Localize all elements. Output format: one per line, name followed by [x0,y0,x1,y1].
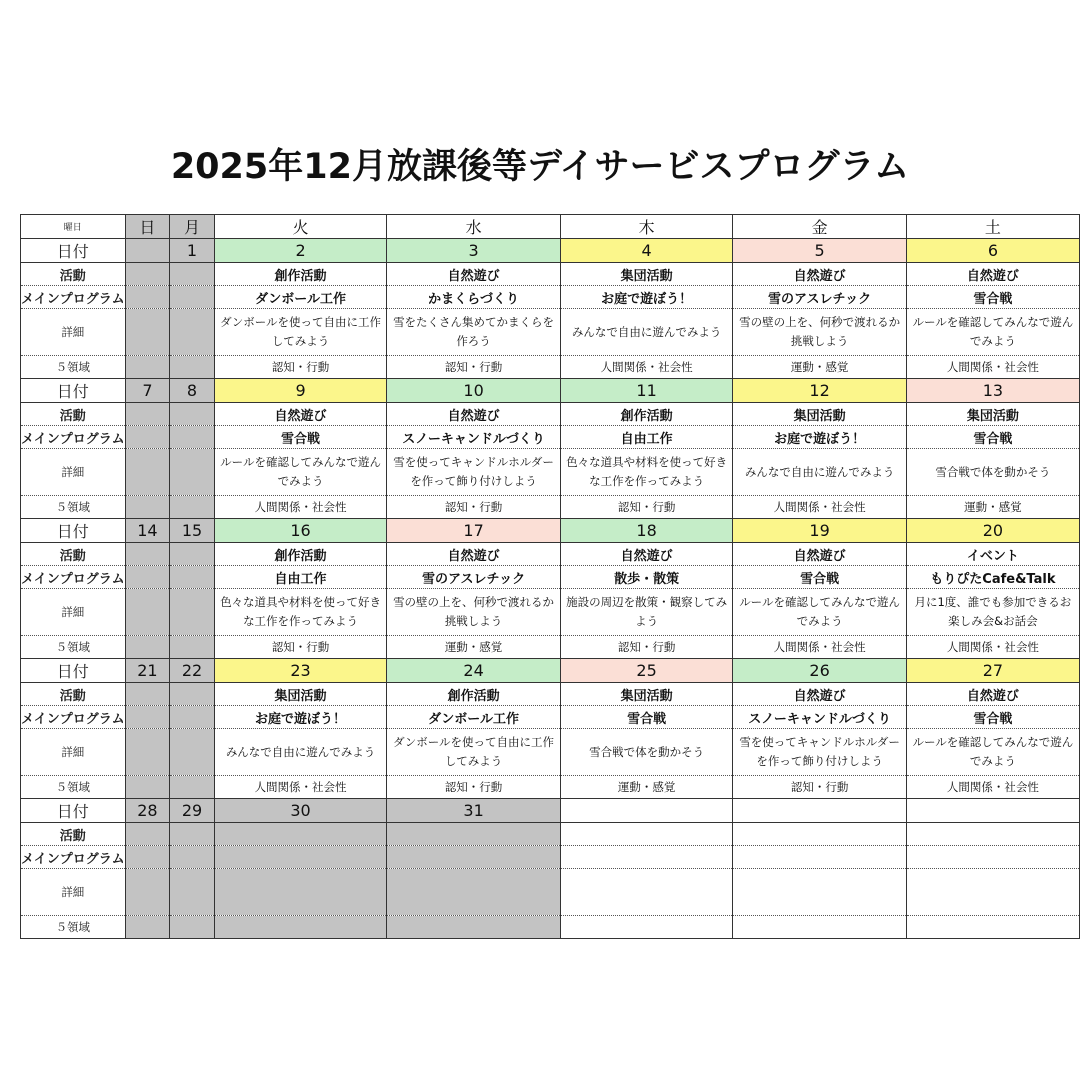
five-areas-cell: 認知・行動 [387,776,560,799]
closed-cell [170,356,215,379]
weekday-header: 水 [387,215,560,239]
detail-cell [560,869,733,916]
closed-cell [125,403,170,426]
row-label-five-areas: ５領域 [21,356,126,379]
row-label-five-areas: ５領域 [21,636,126,659]
five-areas-cell: 認知・行動 [733,776,906,799]
detail-cell [560,729,733,776]
date-cell [906,799,1079,823]
weekday-header: 金 [733,215,906,239]
date-cell: 2 [214,239,387,263]
closed-cell [170,309,215,356]
activity-cell: 自然遊び [906,683,1079,706]
detail-cell [387,309,560,356]
sunday-date: 7 [125,379,170,403]
activity-cell: 創作活動 [387,683,560,706]
activity-cell: 創作活動 [214,543,387,566]
detail-text: ダンボールを使って自由に工作してみよう [393,735,555,768]
date-cell: 9 [214,379,387,403]
row-label-five-areas: ５領域 [21,916,126,939]
closed-cell [125,823,170,846]
closed-cell [125,869,170,916]
main-program-cell [733,846,906,869]
detail-cell [560,589,733,636]
detail-text: 雪合戦で体を動かそう [589,744,705,759]
activity-cell [906,823,1079,846]
program-calendar [20,214,1080,939]
five-areas-cell: 人間関係・社会性 [906,356,1079,379]
main-program-cell [906,846,1079,869]
five-areas-cell [906,916,1079,939]
detail-cell [733,309,906,356]
closed-cell [170,776,215,799]
week-5-main-program-row [21,846,1080,869]
closed-cell [125,706,170,729]
detail-text: 雪をたくさん集めてかまくらを作ろう [393,315,555,348]
main-program-cell: 自由工作 [214,566,387,589]
date-cell: 12 [733,379,906,403]
closed-cell [125,916,170,939]
row-label-date: 日付 [21,799,126,823]
row-label-detail: 詳細 [21,589,126,636]
detail-cell [560,309,733,356]
row-label-activity: 活動 [21,683,126,706]
closed-cell [125,683,170,706]
five-areas-cell [214,916,387,939]
sunday-date: 28 [125,799,170,823]
detail-cell [560,449,733,496]
monday-date: 8 [170,379,215,403]
page-title: 2025年12月放課後等デイサービスプログラム [170,147,910,187]
closed-cell [170,426,215,449]
activity-cell: 集団活動 [906,403,1079,426]
main-program-cell: スノーキャンドルづくり [387,426,560,449]
row-label-main-program: メインプログラム [21,566,126,589]
main-program-cell: もりぴたCafe&Talk [906,566,1079,589]
closed-cell [125,356,170,379]
row-label-main-program: メインプログラム [21,706,126,729]
week-4-main-program-row [21,706,1080,729]
date-cell: 18 [560,519,733,543]
sunday-date: 14 [125,519,170,543]
main-program-cell: 散歩・散策 [560,566,733,589]
weekday-header: 火 [214,215,387,239]
detail-cell [214,449,387,496]
date-cell: 4 [560,239,733,263]
row-label-main-program: メインプログラム [21,286,126,309]
main-program-cell: お庭で遊ぼう！ [560,286,733,309]
closed-cell [170,636,215,659]
activity-cell: 集団活動 [560,683,733,706]
main-program-cell: かまくらづくり [387,286,560,309]
row-label-main-program: メインプログラム [21,846,126,869]
date-cell: 31 [387,799,560,823]
row-label-activity: 活動 [21,403,126,426]
closed-cell [125,729,170,776]
five-areas-cell: 人間関係・社会性 [906,636,1079,659]
closed-cell [125,449,170,496]
sunday-date [125,239,170,263]
row-label-activity: 活動 [21,543,126,566]
main-program-cell [560,846,733,869]
closed-cell [170,589,215,636]
closed-cell [125,543,170,566]
row-label-detail: 詳細 [21,449,126,496]
week-5-activity-row [21,823,1080,846]
weekday-header-row [21,215,1080,239]
detail-text: ダンボールを使って自由に工作してみよう [220,315,381,348]
monday-date: 15 [170,519,215,543]
monday-date: 29 [170,799,215,823]
weekday-header: 木 [560,215,733,239]
week-2-activity-row [21,403,1080,426]
main-program-cell: 雪合戦 [214,426,387,449]
detail-text: ルールを確認してみんなで遊んでみよう [912,315,1074,348]
row-label-detail: 詳細 [21,869,126,916]
row-label-date: 日付 [21,379,126,403]
closed-cell [125,846,170,869]
closed-cell [125,286,170,309]
row-label-detail: 詳細 [21,309,126,356]
date-cell [733,799,906,823]
detail-text: ルールを確認してみんなで遊んでみよう [220,455,381,488]
five-areas-cell [733,916,906,939]
week-1-date-row [21,239,1080,263]
date-cell: 3 [387,239,560,263]
activity-cell: 自然遊び [387,263,560,286]
date-cell: 27 [906,659,1079,683]
activity-cell: 創作活動 [560,403,733,426]
closed-cell [125,309,170,356]
row-label-date: 日付 [21,519,126,543]
main-program-cell: 雪合戦 [560,706,733,729]
detail-cell [733,729,906,776]
detail-cell [387,449,560,496]
date-cell: 10 [387,379,560,403]
week-4-detail-row [21,729,1080,776]
weekday-header: 土 [906,215,1079,239]
activity-cell: 自然遊び [733,683,906,706]
main-program-cell: 雪合戦 [906,426,1079,449]
date-cell: 19 [733,519,906,543]
week-2-detail-row [21,449,1080,496]
date-cell: 5 [733,239,906,263]
activity-cell: 自然遊び [733,263,906,286]
week-1-five-areas-row [21,356,1080,379]
date-cell: 30 [214,799,387,823]
detail-cell [387,729,560,776]
monday-date: 1 [170,239,215,263]
detail-cell [906,869,1079,916]
main-program-cell: お庭で遊ぼう！ [214,706,387,729]
five-areas-cell: 運動・感覚 [733,356,906,379]
row-label-weekday: 曜日 [21,215,126,239]
week-4-five-areas-row [21,776,1080,799]
week-4-date-row [21,659,1080,683]
week-5-date-row [21,799,1080,823]
week-3-activity-row [21,543,1080,566]
five-areas-cell: 人間関係・社会性 [733,496,906,519]
activity-cell: 創作活動 [214,263,387,286]
five-areas-cell: 認知・行動 [387,356,560,379]
closed-cell [170,566,215,589]
closed-cell [170,543,215,566]
main-program-cell: 自由工作 [560,426,733,449]
detail-cell [733,869,906,916]
row-label-five-areas: ５領域 [21,776,126,799]
activity-cell: 自然遊び [387,403,560,426]
closed-cell [170,869,215,916]
five-areas-cell [560,916,733,939]
detail-cell [214,869,387,916]
week-5-five-areas-row [21,916,1080,939]
detail-cell [906,729,1079,776]
date-cell: 24 [387,659,560,683]
date-cell [560,799,733,823]
week-4-activity-row [21,683,1080,706]
main-program-cell: ダンボール工作 [387,706,560,729]
five-areas-cell: 認知・行動 [560,496,733,519]
date-cell: 11 [560,379,733,403]
closed-cell [125,426,170,449]
closed-cell [125,263,170,286]
row-label-date: 日付 [21,239,126,263]
closed-cell [170,683,215,706]
week-5-detail-row [21,869,1080,916]
detail-cell [906,589,1079,636]
activity-cell: 自然遊び [387,543,560,566]
week-1-detail-row [21,309,1080,356]
date-cell: 13 [906,379,1079,403]
detail-cell [214,589,387,636]
date-cell: 6 [906,239,1079,263]
week-1-activity-row [21,263,1080,286]
detail-text: ルールを確認してみんなで遊んでみよう [739,595,900,628]
detail-text: 雪合戦で体を動かそう [935,464,1051,479]
activity-cell [387,823,560,846]
activity-cell: イベント [906,543,1079,566]
closed-cell [170,706,215,729]
main-program-cell [214,846,387,869]
five-areas-cell: 運動・感覚 [387,636,560,659]
closed-cell [170,729,215,776]
main-program-cell: お庭で遊ぼう！ [733,426,906,449]
detail-text: 施設の周辺を散策・観察してみよう [566,595,728,628]
main-program-cell: 雪合戦 [906,706,1079,729]
detail-text: みんなで自由に遊んでみよう [571,324,722,339]
activity-cell: 集団活動 [214,683,387,706]
closed-cell [125,496,170,519]
closed-cell [125,636,170,659]
five-areas-cell: 人間関係・社会性 [733,636,906,659]
week-3-detail-row [21,589,1080,636]
activity-cell: 自然遊び [733,543,906,566]
detail-cell [733,589,906,636]
detail-cell [733,449,906,496]
closed-cell [125,589,170,636]
detail-text: 雪の壁の上を、何秒で渡れるか挑戦しよう [739,315,901,348]
closed-cell [170,916,215,939]
closed-cell [125,566,170,589]
date-cell: 20 [906,519,1079,543]
five-areas-cell: 認知・行動 [560,636,733,659]
closed-cell [170,449,215,496]
detail-text: みんなで自由に遊んでみよう [225,744,376,759]
closed-cell [170,846,215,869]
detail-cell [214,309,387,356]
date-cell: 25 [560,659,733,683]
date-cell: 16 [214,519,387,543]
activity-cell: 自然遊び [560,543,733,566]
main-program-cell: スノーキャンドルづくり [733,706,906,729]
activity-cell [214,823,387,846]
main-program-cell: 雪合戦 [906,286,1079,309]
week-2-five-areas-row [21,496,1080,519]
five-areas-cell: 人間関係・社会性 [214,496,387,519]
five-areas-cell [387,916,560,939]
detail-cell [906,309,1079,356]
activity-cell [733,823,906,846]
activity-cell: 自然遊び [214,403,387,426]
closed-cell [170,496,215,519]
week-3-five-areas-row [21,636,1080,659]
activity-cell [560,823,733,846]
weekday-header: 日 [125,215,170,239]
week-3-date-row [21,519,1080,543]
row-label-five-areas: ５領域 [21,496,126,519]
row-label-activity: 活動 [21,823,126,846]
closed-cell [170,823,215,846]
main-program-cell: 雪のアスレチック [387,566,560,589]
week-1-main-program-row [21,286,1080,309]
date-cell: 23 [214,659,387,683]
five-areas-cell: 人間関係・社会性 [214,776,387,799]
row-label-main-program: メインプログラム [21,426,126,449]
closed-cell [170,286,215,309]
activity-cell: 自然遊び [906,263,1079,286]
week-2-main-program-row [21,426,1080,449]
activity-cell: 集団活動 [560,263,733,286]
detail-cell [387,869,560,916]
row-label-detail: 詳細 [21,729,126,776]
sunday-date: 21 [125,659,170,683]
detail-text: みんなで自由に遊んでみよう [744,464,895,479]
week-3-main-program-row [21,566,1080,589]
detail-text: 色々な道具や材料を使って好きな工作を作ってみよう [220,595,382,628]
row-label-activity: 活動 [21,263,126,286]
main-program-cell: ダンボール工作 [214,286,387,309]
detail-text: 雪の壁の上を、何秒で渡れるか挑戦しよう [393,595,555,628]
five-areas-cell: 運動・感覚 [906,496,1079,519]
closed-cell [125,776,170,799]
detail-text: 雪を使ってキャンドルホルダーを作って飾り付けしよう [739,735,900,768]
monday-date: 22 [170,659,215,683]
date-cell: 17 [387,519,560,543]
five-areas-cell: 人間関係・社会性 [906,776,1079,799]
detail-cell [906,449,1079,496]
five-areas-cell: 認知・行動 [214,636,387,659]
main-program-cell: 雪合戦 [733,566,906,589]
week-2-date-row [21,379,1080,403]
date-cell: 26 [733,659,906,683]
detail-text: 色々な道具や材料を使って好きな工作を作ってみよう [566,455,728,488]
main-program-cell: 雪のアスレチック [733,286,906,309]
closed-cell [170,403,215,426]
detail-cell [387,589,560,636]
detail-text: 雪を使ってキャンドルホルダーを作って飾り付けしよう [393,455,554,488]
closed-cell [170,263,215,286]
activity-cell: 集団活動 [733,403,906,426]
five-areas-cell: 認知・行動 [214,356,387,379]
row-label-date: 日付 [21,659,126,683]
detail-text: ルールを確認してみんなで遊んでみよう [912,735,1074,768]
weekday-header: 月 [170,215,215,239]
main-program-cell [387,846,560,869]
five-areas-cell: 人間関係・社会性 [560,356,733,379]
five-areas-cell: 認知・行動 [387,496,560,519]
detail-text: 月に1度、誰でも参加できるお楽しみ会&お話会 [914,595,1072,628]
five-areas-cell: 運動・感覚 [560,776,733,799]
detail-cell [214,729,387,776]
